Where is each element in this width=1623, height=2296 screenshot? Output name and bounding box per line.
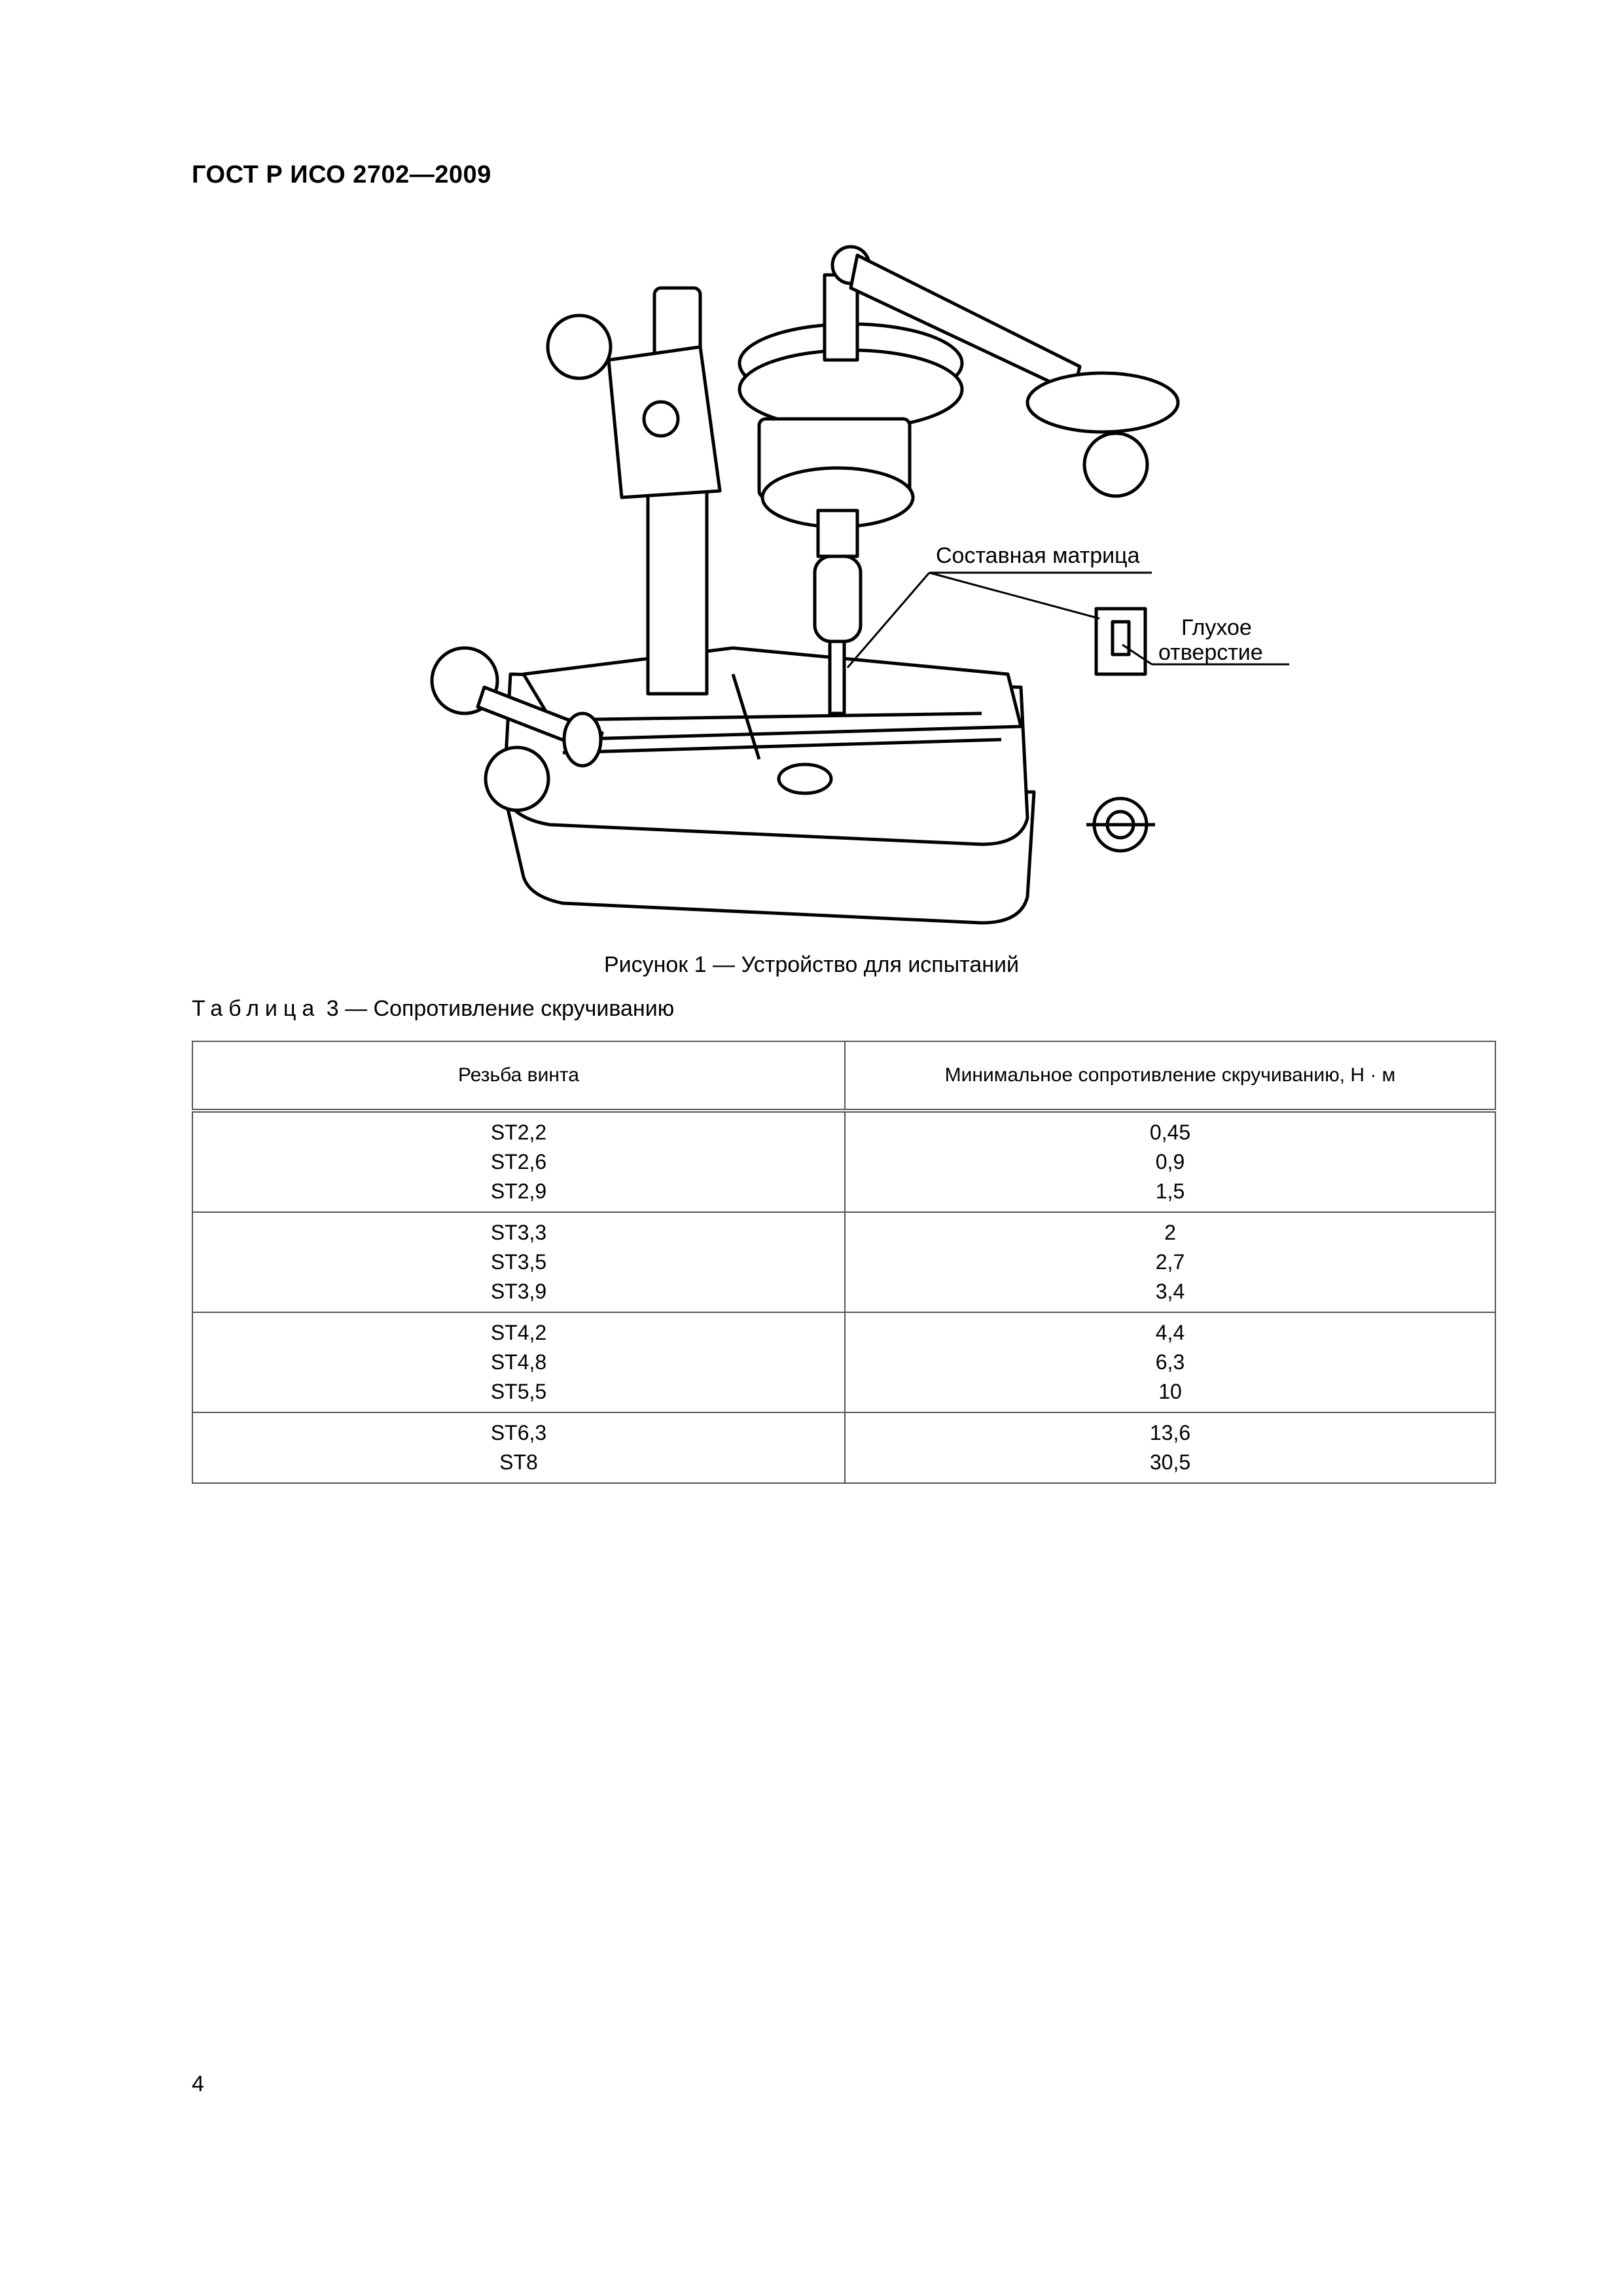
thread-value: ST3,3 (490, 1221, 547, 1244)
torque-value: 6,3 (1155, 1350, 1185, 1374)
torque-value: 10 (1158, 1380, 1182, 1403)
thread-value: ST3,9 (490, 1280, 547, 1303)
head-bolt (644, 402, 678, 436)
thread-value: ST4,8 (490, 1350, 547, 1374)
thread-cell (192, 1312, 845, 1412)
chuck (815, 556, 861, 641)
table-header-row (192, 1041, 1495, 1111)
thread-value: ST2,9 (490, 1179, 547, 1203)
label-composite-die: Составная матрица (936, 543, 1140, 568)
table-hole (779, 764, 831, 793)
thread-value: ST8 (499, 1450, 538, 1474)
header-thread: Резьба винта (192, 1041, 845, 1111)
label-blind-hole-2: отверстие (1158, 640, 1263, 665)
figure-caption: Рисунок 1 — Устройство для испытаний (603, 952, 1020, 977)
table-row (192, 1212, 1495, 1312)
torque-value: 3,4 (1155, 1280, 1185, 1303)
thread-cell (192, 1212, 845, 1312)
gear-disc-bottom (740, 350, 962, 429)
spindle-top (818, 511, 857, 556)
table-title-text: 3 — Сопротивление скручиванию (320, 996, 675, 1021)
thread-cell (192, 1412, 845, 1483)
thread-value: ST2,6 (490, 1150, 547, 1174)
torque-value: 4,4 (1155, 1321, 1185, 1344)
table-row (192, 1412, 1495, 1483)
thread-value: ST4,2 (490, 1321, 547, 1344)
torque-value: 13,6 (1149, 1421, 1191, 1444)
torque-value: 2 (1164, 1221, 1176, 1244)
column (648, 478, 707, 694)
table-title-label: Таблица (192, 996, 321, 1021)
document-header: ГОСТ Р ИСО 2702—2009 (192, 161, 491, 188)
thread-value: ST2,2 (490, 1121, 547, 1144)
table-title (192, 996, 674, 1022)
test-device-drawing (393, 216, 1322, 942)
test-device-figure (393, 216, 1322, 942)
thread-value: ST3,5 (490, 1250, 547, 1274)
torsion-table (192, 1041, 1496, 1484)
torque-value: 1,5 (1155, 1179, 1185, 1203)
table-row (192, 1312, 1495, 1412)
thread-value: ST5,5 (490, 1380, 547, 1403)
thread-value: ST6,3 (490, 1421, 547, 1444)
clamp-nut (564, 713, 601, 766)
knob-top-left (548, 315, 611, 378)
torque-value: 2,7 (1155, 1250, 1185, 1274)
leader-composite-die-2 (929, 573, 1099, 619)
blind-hole (1113, 622, 1129, 655)
torque-cell (845, 1111, 1495, 1212)
torque-cell (845, 1312, 1495, 1412)
torque-value: 0,45 (1149, 1121, 1191, 1144)
screw-bit (830, 641, 844, 713)
knob-right (1084, 433, 1147, 496)
torque-value: 0,9 (1155, 1150, 1185, 1174)
thread-cell (192, 1111, 845, 1212)
torque-cell (845, 1212, 1495, 1312)
torque-value: 30,5 (1149, 1450, 1191, 1474)
dial-ring (1027, 373, 1178, 432)
knob-front (486, 747, 548, 810)
table-row (192, 1111, 1495, 1212)
header-min-torque: Минимальное сопротивление скручиванию, Н · м (845, 1041, 1495, 1111)
torque-cell (845, 1412, 1495, 1483)
page-number: 4 (192, 2072, 204, 2096)
label-blind-hole-1: Глухое (1181, 615, 1252, 640)
